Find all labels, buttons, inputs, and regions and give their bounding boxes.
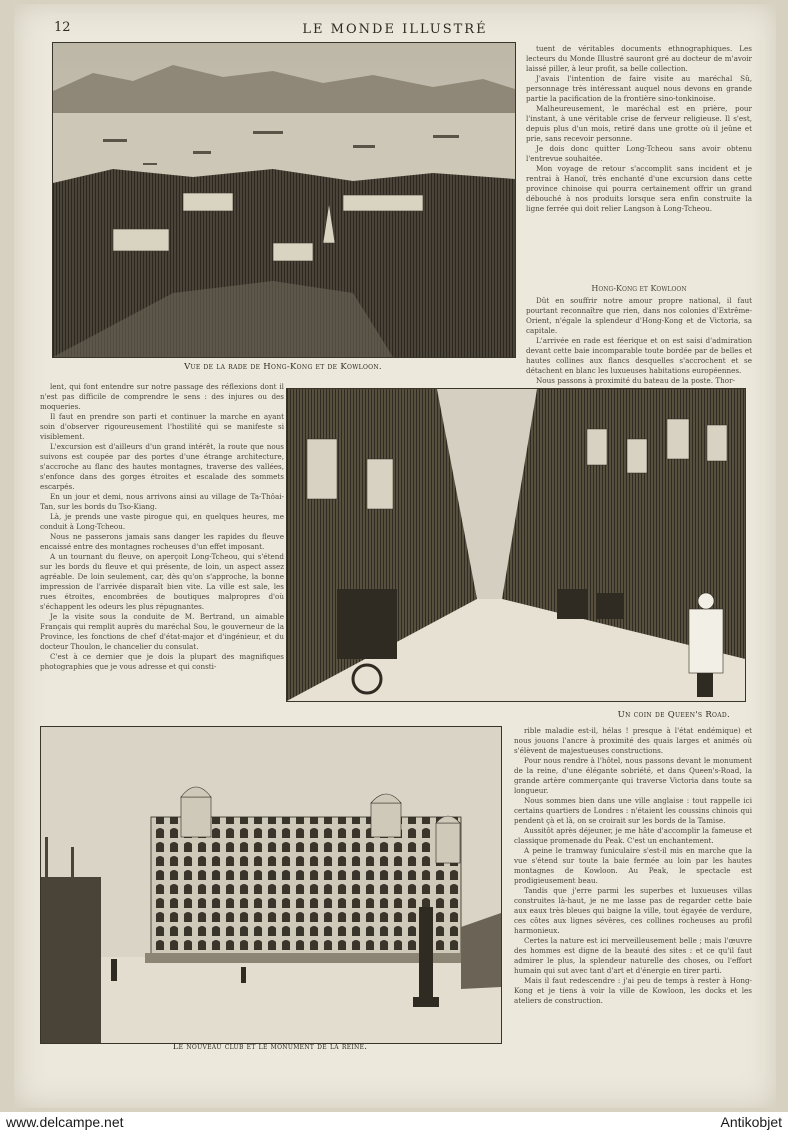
paragraph: A un tournant du fleuve, on aperçoit Long-Tcheou, qui s'étend sur les bords du fleuve et qui présente, de loin, un aspect assez agréable. De loin seulement, car, dès qu'on s'approche, la bonne impression de l'arrivée disparaît bien vite. La ville est sale, les rues étroites, encombrées de boutiques malpropres d'où s'échappent les odeurs les plus répugnantes. <box>40 552 284 611</box>
newspaper-page <box>14 4 776 1108</box>
paragraph: A peine le tramway funiculaire s'est-il mis en marche que la vue s'étend sur toute la baie fermée au loin par les hautes montagnes de Kowloon. Au Peak, le spectacle est prodigieusement beau. <box>514 846 752 885</box>
watermark-right: Antikobjet <box>720 1114 782 1130</box>
paragraph: En un jour et demi, nous arrivons ainsi au village de Ta-Thôai-Tan, sur les bords du Tso-Kiang. <box>40 492 284 511</box>
text-column-mid-right <box>526 280 752 385</box>
harbour-illustration <box>52 42 516 358</box>
club-illustration <box>40 726 502 1044</box>
paragraph: Nous ne passerons jamais sans danger les rapides du fleuve encaissé entre des montagnes rocheuses d'un effet imposant. <box>40 532 284 551</box>
paragraph: L'excursion est d'ailleurs d'un grand intérêt, la route que nous suivons est coupée par des portes d'une étrange architecture, s'accroche au flanc des hautes montagnes, traverse des vallées, s'enfonce dans des gorges étroites et escalade des sommets escarpés. <box>40 442 284 491</box>
watermark-left: www.delcampe.net <box>6 1114 124 1130</box>
paragraph: Nous sommes bien dans une ville anglaise : tout rappelle ici certains quartiers de Londres : n'étaient les coussins chinois qui pendent çà et là, on se croirait sur les bords de la Tamise. <box>514 796 752 825</box>
paragraph: Tandis que j'erre parmi les superbes et luxueuses villas construites là-haut, je ne me lasse pas de regarder cette baie aux eaux très bleues qui baigne la ville, tout égayée de verdure, ces côtes aux lignes sévères, ces collines rocheuses au profil harmonieux. <box>514 886 752 935</box>
paragraph: Je la visite sous la conduite de M. Bertrand, un aimable Français qui remplit auprès du maréchal Sou, le gouverneur de la Province, les fonctions de chef d'état-major et d'ingénieur, et du docteur Thoulon, le chancelier du consulat. <box>40 612 284 651</box>
page-number: 12 <box>54 20 71 35</box>
street-illustration <box>286 388 746 702</box>
club-caption: Le nouveau club et le monument de la reine. <box>172 1042 368 1052</box>
paragraph: Certes la nature est ici merveilleusement belle ; mais l'œuvre des hommes est digne de la beauté des sites : et ce qu'il faut admirer le plus, la splendeur naturelle des choses, ou l'effort humain qui sut avec tant d'art et d'énergie en tirer parti. <box>514 936 752 975</box>
running-title: LE MONDE ILLUSTRÉ <box>302 22 488 37</box>
paragraph: Pour nous rendre à l'hôtel, nous passons devant le monument de la reine, d'une élégante sobriété, et dans Queen's-Road, la grande artère commerçante qui traverse Victoria dans toute sa longueur. <box>514 756 752 795</box>
paragraph: rible maladie est-il, hélas ! presque à l'état endémique) et nous jouons l'ancre à proximité des quais larges et animés où s'élèvent de majestueuses constructions. <box>514 726 752 755</box>
paragraph: lent, qui font entendre sur notre passage des réflexions dont il n'est pas difficile de comprendre le sens : des injures ou des moqueries. <box>40 382 284 411</box>
harbour-caption: Vue de la rade de Hong-Kong et de Kowloon. <box>184 362 382 372</box>
paragraph: Malheureusement, le maréchal est en prière, pour l'instant, à une véritable crise de ferveur religieuse. Il s'est, depuis plus d'un mois, retiré dans une grotte où il jeûne et prie, sans recevoir personne. <box>526 104 752 143</box>
paragraph: Là, je prends une vaste pirogue qui, en quelques heures, me conduit à Long-Tcheou. <box>40 512 284 531</box>
paragraph: Nous passons à proximité du bateau de la poste. Thor- <box>536 376 735 385</box>
paragraph: L'arrivée en rade est féerique et on est saisi d'admiration devant cette baie incomparable toute bordée par de belles et hautes collines aux flancs desquelles s'accrochent et se détachent en blanc les luxueuses habitations européennes. <box>526 336 752 375</box>
street-caption: Un coin de Queen's Road. <box>617 710 730 720</box>
text-column-top-right <box>526 44 752 272</box>
paragraph: Mais il faut redescendre : j'ai peu de temps à rester à Hong-Kong et je tiens à voir la ville de Kowloon, les docks et les ateliers de construction. <box>514 976 752 1005</box>
paragraph: C'est à ce dernier que je dois la plupart des magnifiques photographies que je vous adresse et qui consti- <box>40 652 284 671</box>
text-column-left-middle <box>40 382 284 720</box>
watermark-bar <box>0 1112 788 1132</box>
paragraph: Je dois donc quitter Long-Tcheou sans avoir obtenu l'entrevue souhaitée. <box>526 144 752 163</box>
paragraph: Dût en souffrir notre amour propre national, il faut pourtant reconnaître que rien, dans nos colonies d'Extrême-Orient, n'égale la splendeur d'Hong-Kong et de Victoria, sa capitale. <box>526 296 752 335</box>
paragraph: Aussitôt après déjeuner, je me hâte d'accomplir la fameuse et classique promenade du Peak. C'est un enchantement. <box>514 826 752 845</box>
section-heading: Hong-Kong et Kowloon <box>591 284 687 293</box>
paragraph: Il faut en prendre son parti et continuer la marche en ayant soin d'observer rigoureusement l'hostilité qui se manifeste si visiblement. <box>40 412 284 441</box>
paragraph: Mon voyage de retour s'accomplit sans incident et je rentrai à Hanoï, très enchanté d'une excursion dans cette province chinoise qui pourra certainement offrir un grand débouché à nos produits lorsque sera enfin construite la ligne ferrée qui doit relier Langson à Long-Tcheou. <box>526 164 752 213</box>
paragraph: tuent de véritables documents ethnographiques. Les lecteurs du Monde Illustré sauront gré au docteur de m'avoir laissé piller, à leur profit, sa belle collection. <box>526 44 752 73</box>
text-column-bottom-right <box>514 726 752 1060</box>
paragraph: J'avais l'intention de faire visite au maréchal Sû, personnage très intéressant auquel nous devons en grande partie la pacification de la frontière sino-tonkinoise. <box>526 74 752 103</box>
